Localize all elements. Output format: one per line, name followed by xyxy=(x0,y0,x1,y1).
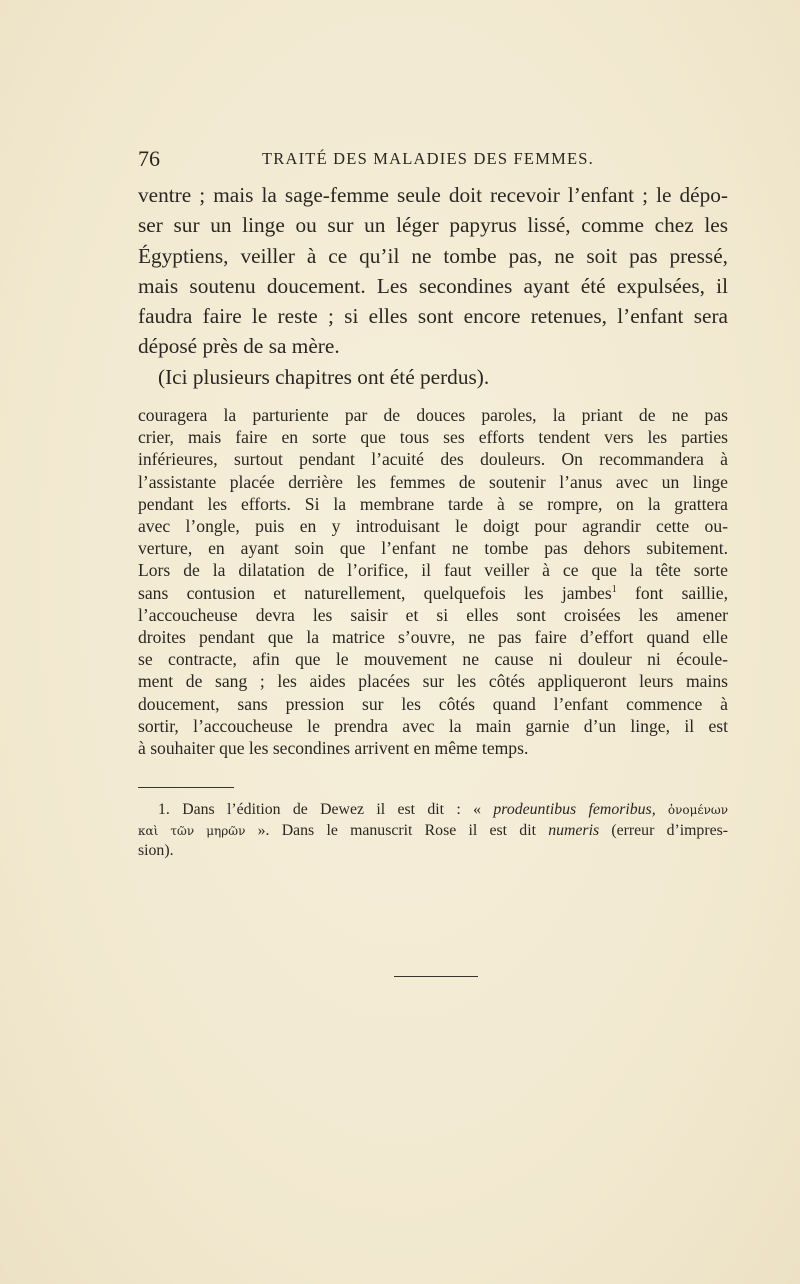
footnote-greek-2: καὶ τῶν μηρῶν xyxy=(138,823,246,838)
small-line-9 xyxy=(138,582,728,604)
footnote-line-2-rest: ». Dans le manuscrit Rose il est dit xyxy=(245,821,549,839)
small-line-15: sortir, l’accoucheuse le prendra avec la main garnie d’un linge, il est xyxy=(138,715,728,736)
main-line-5: faudra faire le reste ; si elles sont encore retenues, l’enfant sera xyxy=(138,304,728,329)
small-line-11: droites pendant que la matrice s’ouvre, ne pas faire d’effort quand elle xyxy=(138,627,728,648)
footnote-line-2-end: (erreur d’impres- xyxy=(599,821,728,839)
small-line-2: crier, mais faire en sorte que tous ses efforts tendent vers les parties xyxy=(138,427,728,448)
small-line-13: ment de sang ; les aides placées sur les côtés appliqueront leurs mains xyxy=(138,671,728,692)
main-paragraph xyxy=(138,180,728,392)
footnote xyxy=(138,800,728,862)
page-number: 76 xyxy=(138,146,160,171)
small-line-5: pendant les efforts. Si la membrane tarde à se rompre, on la grattera xyxy=(138,493,728,514)
footnote-marker: 1 xyxy=(611,583,617,595)
main-line-6: déposé près de sa mère. xyxy=(138,334,340,359)
main-line-4: mais soutenu doucement. Les secondines ayant été expulsées, il xyxy=(138,273,728,298)
footnote-latin-quote: prodeuntibus femoribus, xyxy=(493,801,656,818)
end-divider xyxy=(394,976,478,977)
small-line-4: l’assistante placée derrière les femmes de soutenir l’anus avec un linge xyxy=(138,471,728,492)
small-line-9-end: font saillie, xyxy=(616,582,729,603)
footnote-line-3: sion). xyxy=(138,842,174,859)
small-line-7: verture, en ayant soin que l’enfant ne tombe pas dehors subitement. xyxy=(138,538,728,559)
small-paragraph xyxy=(138,404,728,759)
footnote-line-1 xyxy=(138,800,728,821)
small-line-10: l’accoucheuse devra les saisir et si elles sont croisées les amener xyxy=(138,604,728,625)
footnote-line-2 xyxy=(138,821,728,842)
small-line-1: couragera la parturiente par de douces paroles, la priant de ne pas xyxy=(138,405,728,425)
footnote-greek-1: ὀνομένων xyxy=(655,803,729,817)
small-line-16: à souhaiter que les secondines arrivent en même temps. xyxy=(138,738,529,759)
footnote-line-1-prefix: 1. Dans l’édition de Dewez il est dit : « xyxy=(158,801,494,818)
main-line-1: ventre ; mais la sage-femme seule doit recevoir l’enfant ; le dépo- xyxy=(138,183,728,207)
footnote-numeris: numeris xyxy=(548,821,600,839)
small-line-12: se contracte, afin que le mouvement ne cause ni douleur ni écoule- xyxy=(138,649,728,670)
main-line-2: ser sur un linge ou sur un léger papyrus lissé, comme chez les xyxy=(138,213,728,238)
small-line-3: inférieures, surtout pendant l’acuité des douleurs. On recommandera à xyxy=(138,449,728,470)
lost-chapters-note: (Ici plusieurs chapitres ont été perdus). xyxy=(158,364,490,389)
running-head xyxy=(138,146,728,170)
small-line-14: doucement, sans pression sur les côtés quand l’enfant commence à xyxy=(138,693,728,714)
small-line-9-text: sans contusion et naturellement, quelquefois les jambes xyxy=(138,582,612,603)
main-line-3: Égyptiens, veiller à ce qu’il ne tombe pas, ne soit pas pressé, xyxy=(138,243,728,268)
small-line-8: Lors de la dilatation de l’orifice, il faut veiller à ce que la tête sorte xyxy=(138,560,728,581)
small-line-6: avec l’ongle, puis en y introduisant le doigt pour agrandir cette ou- xyxy=(138,516,728,537)
running-title: TRAITÉ DES MALADIES DES FEMMES. xyxy=(262,149,594,168)
footnote-divider xyxy=(138,787,234,788)
